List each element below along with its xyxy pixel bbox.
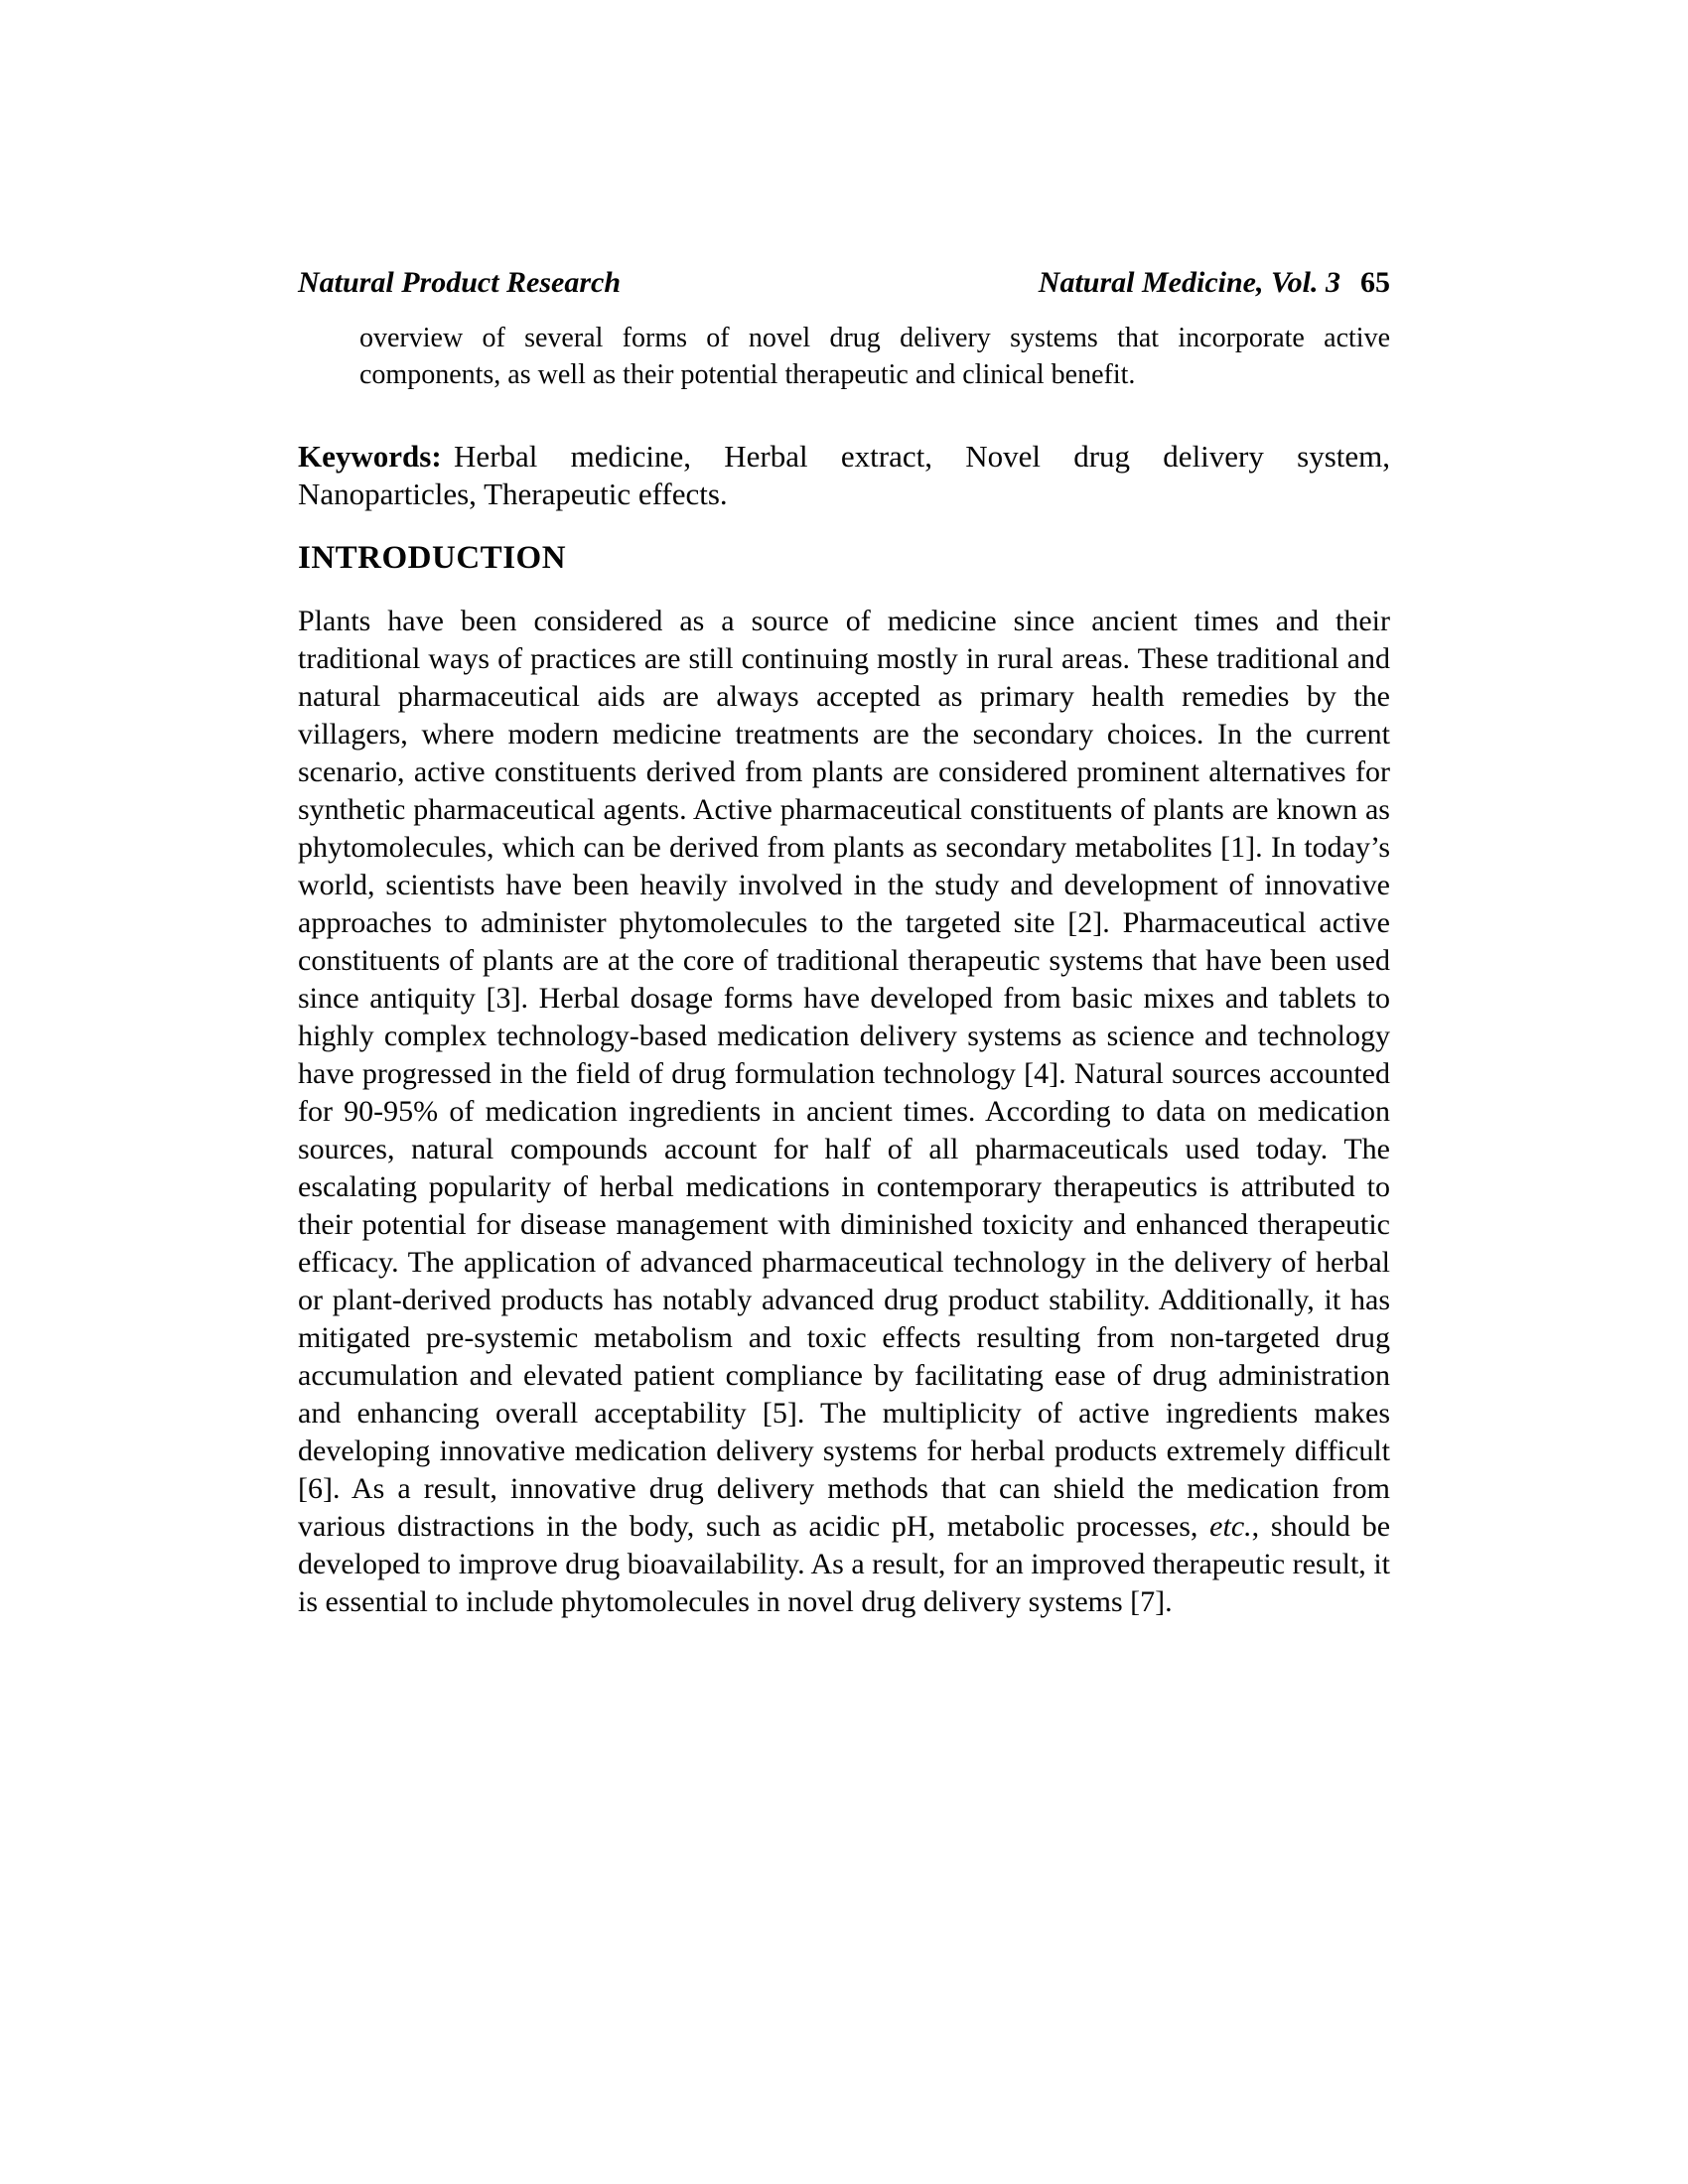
keywords-text: Herbal medicine, Herbal extract, Novel drug delivery system, Nanoparticles, Therapeutic effects. — [298, 439, 1390, 511]
keywords-block — [298, 438, 1390, 513]
journal-volume: Natural Medicine, Vol. 3 — [1038, 266, 1340, 299]
keywords-label: Keywords: — [298, 439, 442, 474]
running-title-right — [1039, 266, 1390, 300]
page-content — [298, 0, 1390, 2184]
introduction-heading: INTRODUCTION — [298, 540, 567, 576]
abstract-continuation-paragraph: overview of several forms of novel drug delivery systems that incorporate active components, as well as their potential therapeutic and clinical benefit. — [359, 323, 1390, 390]
page-number: 65 — [1360, 266, 1390, 299]
page-header — [298, 266, 1390, 300]
journal-name: Natural Product Research — [298, 266, 622, 299]
introduction-paragraph: Plants have been considered as a source of medicine since ancient times and their traditional ways of practices are still continuing mostly in rural areas. These traditional and natural pharmaceutical aids are always accepted as primary health remedies by the villagers, where modern medicine treatments are the secondary choices. In the current scenario, active constituents derived from plants are considered prominent alternatives for synthetic pharmaceutical agents. Active pharmaceutical constituents of plants are known as phytomolecules, which can be derived from plants as secondary metabolites [1]. In today’s world, scientists have been heavily involved in the study and development of innovative approaches to administer phytomolecules to the targeted site [2]. Pharmaceutical active constituents of plants are at the core of traditional therapeutic systems that have been used since antiquity [3]. Herbal dosage forms have developed from basic mixes and tablets to highly complex technology-based medication delivery systems as science and technology have progressed in the field of drug formulation technology [4]. Natural sources accounted for 90-95% of medication ingredients in ancient times. According to data on medication sources, natural compounds account for half of all pharmaceuticals used today. The escalating popularity of herbal medications in contemporary therapeutics is attributed to their potential for disease management with diminished toxicity and enhanced therapeutic efficacy. The application of advanced pharmaceutical technology in the delivery of herbal or plant-derived products has notably advanced drug product stability. Additionally, it has mitigated pre-systemic metabolism and toxic effects resulting from non-targeted drug accumulation and elevated patient compliance by facilitating ease of drug administration and enhancing overall acceptability [5]. The multiplicity of active ingredients makes developing innovative medication delivery systems for herbal products extremely difficult [6]. As a result, innovative drug delivery methods that can shield the medication from various distractions in the body, such as acidic pH, metabolic processes, etc., should be developed to improve drug bioavailability. As a result, for an improved therapeutic result, it is essential to include phytomolecules in novel drug delivery systems [7]. — [298, 605, 1391, 1618]
